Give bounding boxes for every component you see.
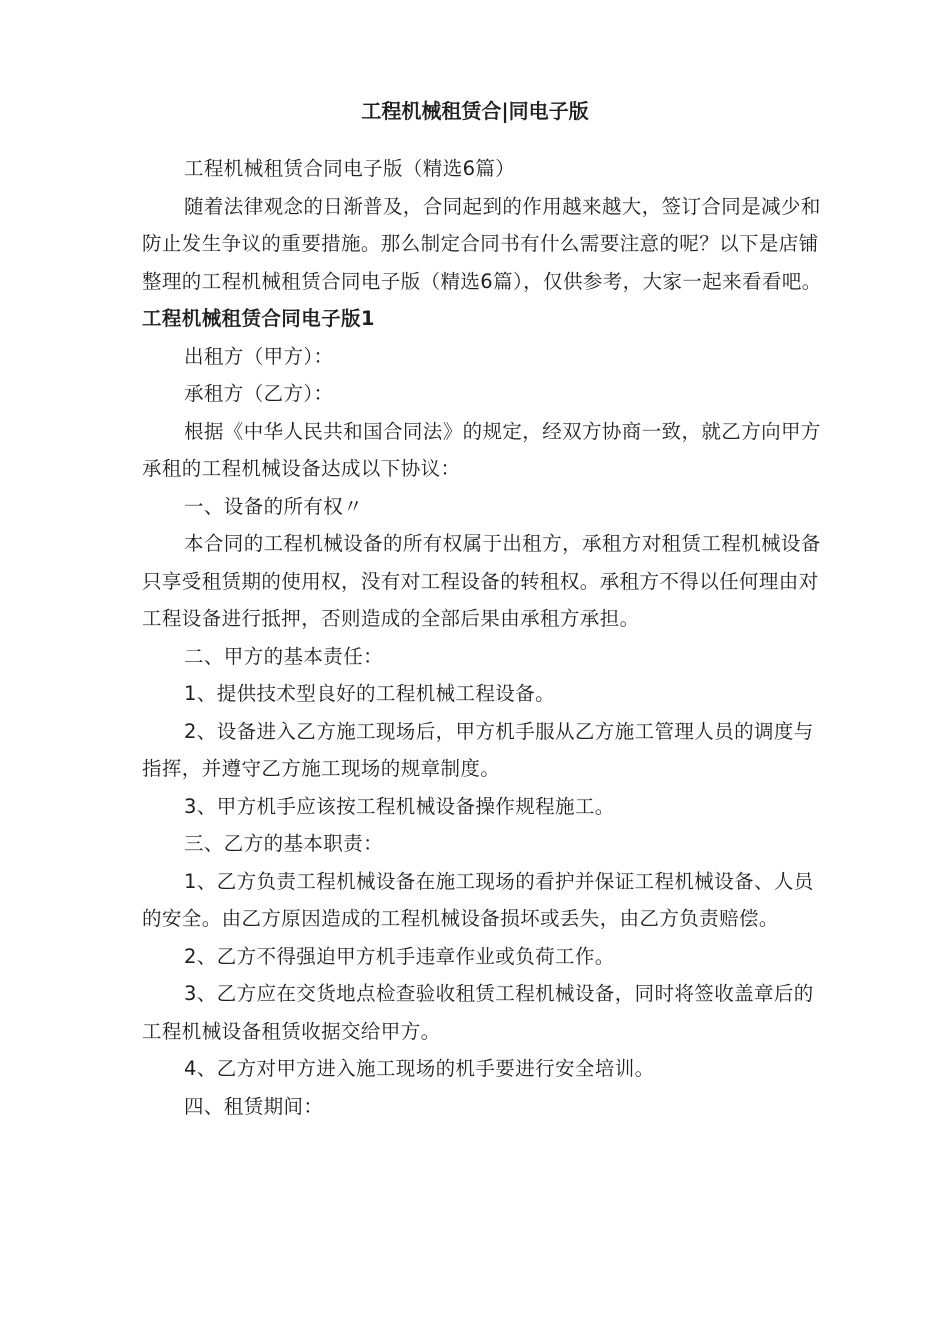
party-a-item-2: 2、设备进入乙方施工现场后，甲方机手服从乙方施工管理人员的调度与指挥，并遵守乙方施工现场的规章制度。 (142, 719, 814, 780)
clause-heading-1: 一、设备的所有权〃 (184, 494, 364, 518)
lessor-line: 出租方（甲方）： (184, 344, 334, 368)
document-title: 工程机械租赁合|同电子版 (361, 99, 589, 123)
party-a-item-3: 3、甲方机手应该按工程机械设备操作规程施工。 (184, 794, 615, 818)
party-b-item-4: 4、乙方对甲方进入施工现场的机手要进行安全培训。 (184, 1057, 655, 1080)
subtitle-paragraph: 工程机械租赁合同电子版（精选6篇） (184, 157, 516, 180)
clause-heading-3: 三、乙方的基本职责： (184, 832, 384, 855)
lessee-line: 承租方（乙方）： (184, 382, 334, 405)
party-b-item-2: 2、乙方不得强迫甲方机手违章作业或负荷工作。 (184, 944, 615, 968)
intro-paragraph: 随着法律观念的日渐普及，合同起到的作用越来越大，签订合同是减少和防止发生争议的重要措施。那么制定合同书有什么需要注意的呢？以下是店铺整理的工程机械租赁合同电子版（精选6篇），仅供参考，大家一起来看看吧。 (142, 194, 822, 293)
agreement-paragraph: 根据《中华人民共和国合同法》的规定，经双方协商一致，就乙方向甲方承租的工程机械设备达成以下协议： (142, 419, 821, 480)
ownership-paragraph: 本合同的工程机械设备的所有权属于出租方，承租方对租赁工程机械设备只享受租赁期的使用权，没有对工程设备的转租权。承租方不得以任何理由对工程设备进行抵押，否则造成的全部后果由承租方承担。 (142, 532, 821, 630)
party-b-item-1: 1、乙方负责工程机械设备在施工现场的看护并保证工程机械设备、人员的安全。由乙方原因造成的工程机械设备损坏或丢失，由乙方负责赔偿。 (142, 869, 814, 930)
document-body (142, 150, 832, 1125)
clause-heading-4: 四、租赁期间： (184, 1094, 324, 1118)
party-b-item-3: 3、乙方应在交货地点检查验收租赁工程机械设备，同时将签收盖章后的工程机械设备租赁收据交给甲方。 (142, 982, 814, 1043)
section-heading: 工程机械租赁合同电子版1 (142, 307, 375, 330)
party-a-item-1: 1、提供技术型良好的工程机械工程设备。 (184, 682, 556, 705)
clause-heading-2: 二、甲方的基本责任： (184, 644, 384, 668)
